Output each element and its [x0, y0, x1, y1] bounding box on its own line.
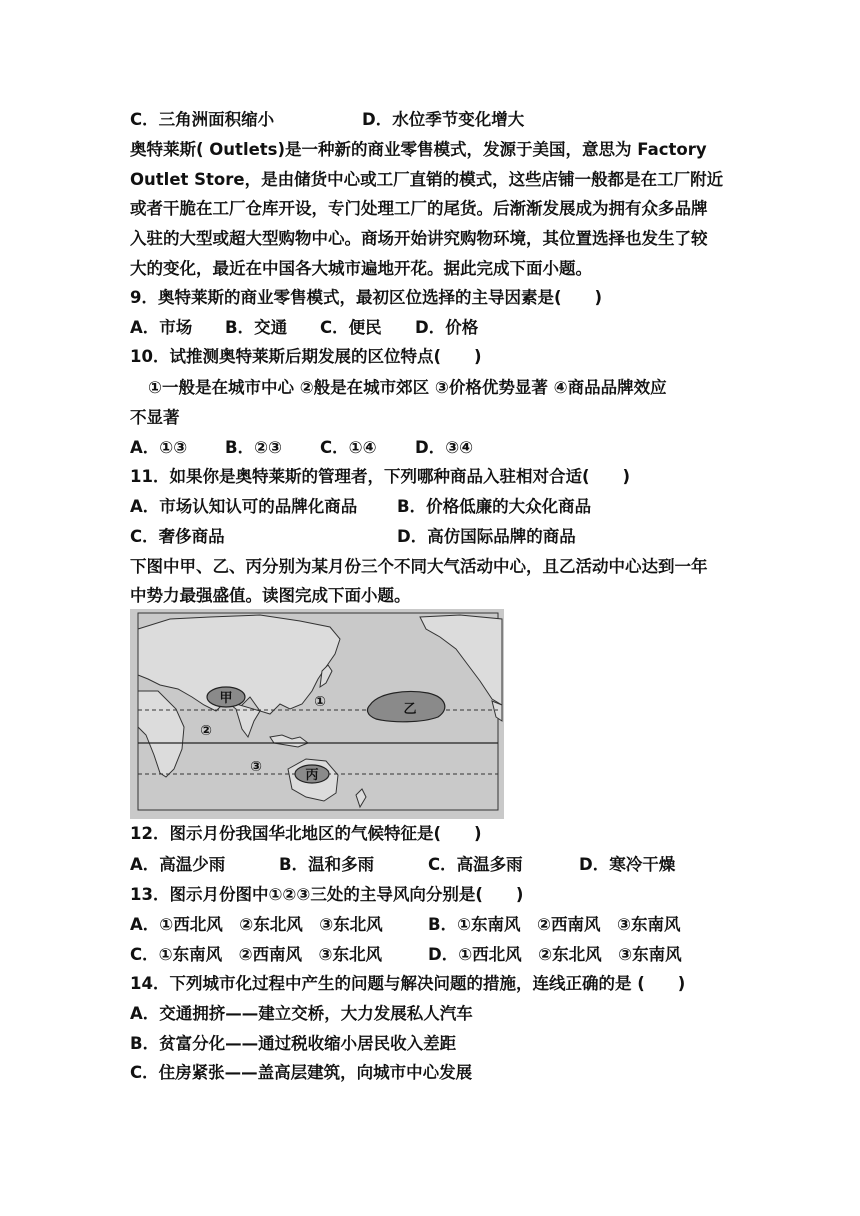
outlets-intro-line-1: 奥特莱斯( Outlets)是一种新的商业零售模式，发源于美国，意思为 Factory	[130, 140, 707, 159]
q11-option-d: D．高仿国际品牌的商品	[397, 527, 576, 546]
q11-options-row-2	[130, 526, 576, 548]
point-3-label: ③	[250, 759, 262, 775]
q11-option-b: B．价格低廉的大众化商品	[397, 497, 592, 516]
q12-stem: 12．图示月份我国华北地区的气候特征是( )	[130, 824, 482, 843]
q8-option-d: D．水位季节变化增大	[362, 110, 525, 129]
q12-option-a: A．高温少雨	[130, 855, 226, 874]
q14-option-a: A．交通拥挤——建立交桥，大力发展私人汽车	[130, 1004, 473, 1023]
q13-option-c: C．①东南风 ②西南风 ③东北风	[130, 945, 383, 964]
q12-options-row	[130, 854, 676, 876]
q10-option-d: D．③④	[415, 438, 474, 457]
point-1-label: ①	[314, 694, 326, 710]
q14-stem: 14．下列城市化过程中产生的问题与解决问题的措施，连线正确的是 ( )	[130, 974, 686, 993]
outlets-intro-line-3: 或者干脆在工厂仓库开设，专门处理工厂的尾货。后渐渐发展成为拥有众多品牌	[130, 199, 708, 218]
q11-option-c: C．奢侈商品	[130, 527, 225, 546]
q9-option-a: A．市场	[130, 318, 193, 337]
map-intro-line-1: 下图中甲、乙、丙分别为某月份三个不同大气活动中心，且乙活动中心达到一年	[130, 557, 708, 576]
q12-option-b: B．温和多雨	[279, 855, 375, 874]
atmospheric-centers-map	[130, 609, 504, 819]
q8-options-row	[130, 109, 525, 131]
point-2-label: ②	[200, 723, 212, 739]
label-jia: 甲	[219, 691, 233, 706]
q13-stem: 13．图示月份图中①②③三处的主导风向分别是( )	[130, 885, 524, 904]
q10-items-line-2: 不显著	[130, 408, 180, 427]
q14-option-c: C．住房紧张——盖高层建筑，向城市中心发展	[130, 1063, 473, 1082]
q13-option-d: D．①西北风 ②东北风 ③东南风	[428, 945, 682, 964]
q9-stem: 9．奥特莱斯的商业零售模式，最初区位选择的主导因素是( )	[130, 288, 603, 307]
q13-option-a: A．①西北风 ②东北风 ③东北风	[130, 915, 383, 934]
q12-option-d: D．寒冷干燥	[579, 855, 676, 874]
q10-option-b: B．②③	[225, 438, 283, 457]
q11-stem: 11．如果你是奥特莱斯的管理者，下列哪种商品入驻相对合适( )	[130, 467, 631, 486]
q8-option-c: C．三角洲面积缩小	[130, 110, 275, 129]
q10-options-row	[130, 437, 474, 459]
q9-option-c: C．便民	[320, 318, 382, 337]
q12-option-c: C．高温多雨	[428, 855, 523, 874]
q9-option-d: D．价格	[415, 318, 479, 337]
label-bing: 丙	[305, 768, 319, 783]
outlets-intro-line-5: 大的变化，最近在中国各大城市遍地开花。据此完成下面小题。	[130, 259, 592, 278]
q9-option-b: B．交通	[225, 318, 288, 337]
label-yi: 乙	[403, 702, 417, 717]
map-intro-line-2: 中势力最强盛值。读图完成下面小题。	[130, 586, 411, 605]
q10-stem: 10．试推测奥特莱斯后期发展的区位特点( )	[130, 347, 482, 366]
q10-option-a: A．①③	[130, 438, 188, 457]
outlets-intro-line-4: 入驻的大型或超大型购物中心。商场开始讲究购物环境，其位置选择也发生了较	[130, 229, 708, 248]
q10-option-c: C．①④	[320, 438, 377, 457]
q10-items-line-1: ①一般是在城市中心 ②般是在城市郊区 ③价格优势显著 ④商品品牌效应	[148, 378, 667, 397]
q13-options-row-2	[130, 944, 682, 966]
q11-option-a: A．市场认知认可的品牌化商品	[130, 497, 358, 516]
q9-options-row	[130, 317, 479, 339]
outlets-intro-line-2: Outlet Store，是由储货中心或工厂直销的模式，这些店铺一般都是在工厂附近	[130, 170, 724, 189]
q14-option-b: B．贫富分化——通过税收缩小居民收入差距	[130, 1034, 457, 1053]
q13-options-row-1	[130, 914, 681, 936]
q13-option-b: B．①东南风 ②西南风 ③东南风	[428, 915, 681, 934]
q11-options-row-1	[130, 496, 592, 518]
